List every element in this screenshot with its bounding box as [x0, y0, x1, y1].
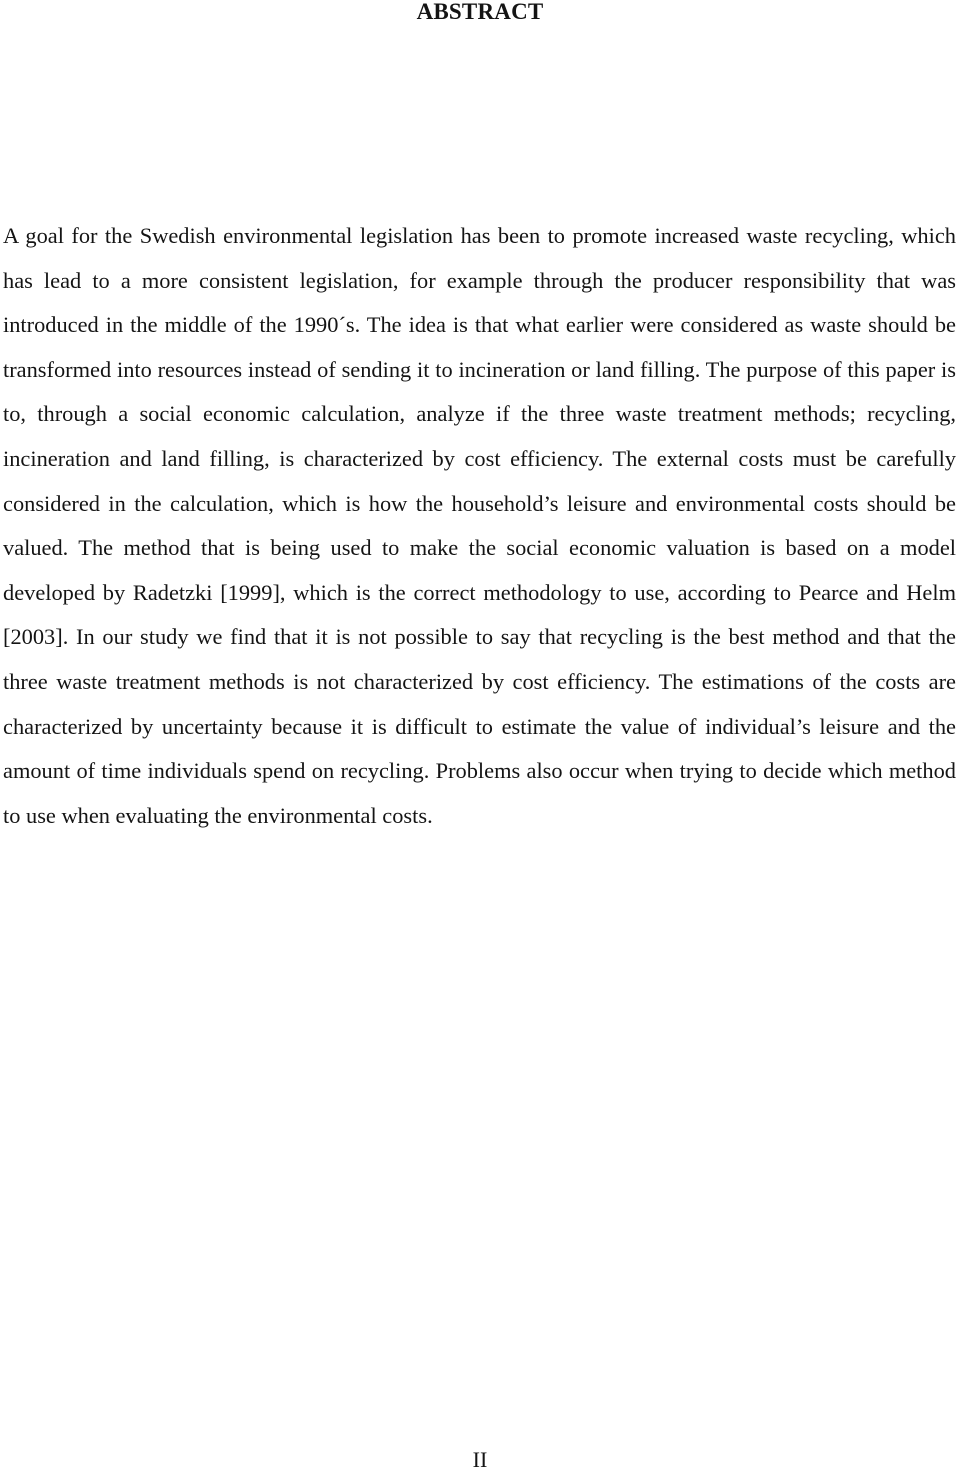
abstract-paragraph: A goal for the Swedish environmental legislation has been to promote increased waste recycling, which has lead to a more consistent legislation, for example through the producer responsibility that was introduced in the middle of the 1990´s. The idea is that what earlier were considered as waste should be transformed into resources instead of sending it to incineration or land filling. The purpose of this paper is to, through a social economic calculation, analyze if the three waste treatment methods; recycling, incineration and land filling, is characterized by cost efficiency. The external costs must be carefully considered in the calculation, which is how the household’s leisure and environmental costs should be valued. The method that is being used to make the social economic valuation is based on a model developed by Radetzki [1999], which is the correct methodology to use, according to Pearce and Helm [2003]. In our study we find that it is not possible to say that recycling is the best method and that the three waste treatment methods is not characterized by cost efficiency. The estimations of the costs are characterized by uncertainty because it is difficult to estimate the value of individual’s leisure and the amount of time individuals spend on recycling. Problems also occur when trying to decide which method to use when evaluating the environmental costs. — [3, 223, 956, 828]
page-number: II — [472, 1447, 488, 1472]
page-title: ABSTRACT — [416, 0, 544, 24]
